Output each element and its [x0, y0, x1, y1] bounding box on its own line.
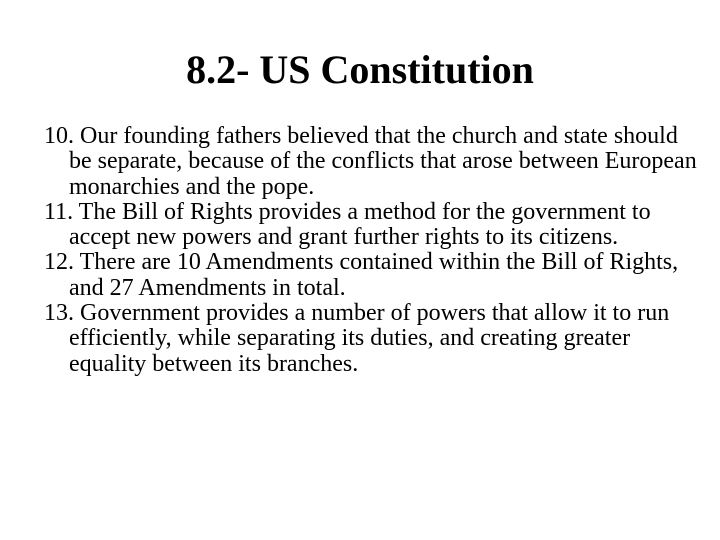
list-item-13: 13. Government provides a number of powers that allow it to run efficiently, while separating its duties, and creating greater equality between its branches. [44, 300, 670, 377]
slide-title: 8.2- US Constitution [186, 47, 534, 92]
list-item-11: 11. The Bill of Rights provides a method for the government to accept new powers and grant further rights to its citizens. [44, 198, 651, 251]
list-item-12: 12. There are 10 Amendments contained within the Bill of Rights, and 27 Amendments in total. [44, 249, 679, 301]
list-item-10: 10. Our founding fathers believed that the church and state should be separate, because of the conflicts that arose between European monarchies and the pope. [44, 123, 697, 200]
slide-body [44, 124, 704, 377]
